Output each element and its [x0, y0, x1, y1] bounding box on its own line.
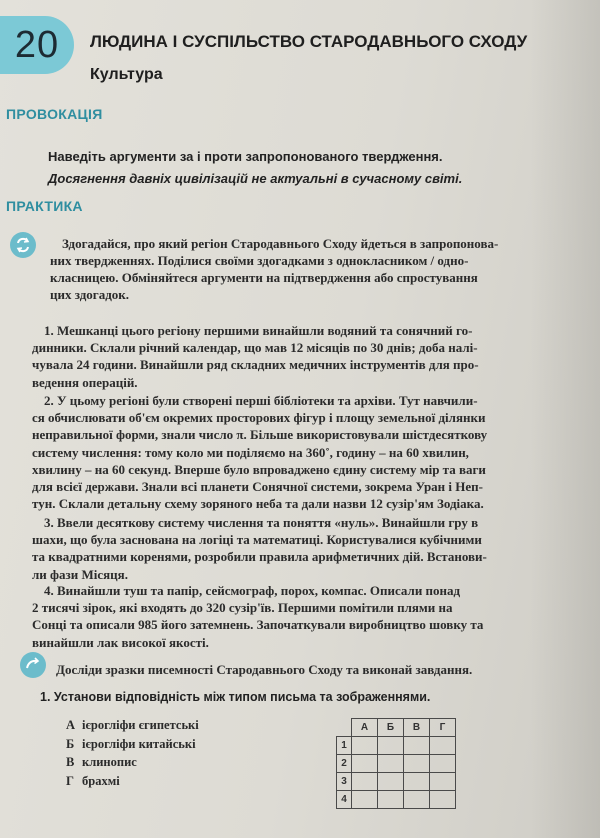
grid-row-header: 3 — [337, 773, 352, 791]
option-letter: Б — [66, 736, 75, 751]
statement-line: хвилину – на 60 секунд. Вперше було впроваджено єдину систему мір та ваги — [32, 461, 486, 477]
statement-2 — [32, 392, 588, 512]
answer-grid-header — [337, 719, 456, 737]
statement-line: шахи, що була заснована на логіці та математиці. Користувалися кубічними — [32, 532, 482, 548]
provocation-line-2: Досягнення давніх цивілізацій не актуальні в сучасному світі. — [48, 171, 463, 186]
statement-line: 2 тисячі зірок, які входять до 320 сузір'їв. Першими помітили плями на — [32, 600, 453, 616]
answer-cell[interactable] — [430, 737, 456, 755]
statement-line: чувала 24 години. Винайшли ряд складних медичних інструментів для про- — [32, 357, 479, 373]
provocation-heading: ПРОВОКАЦІЯ — [6, 106, 103, 122]
statement-line: ведення операцій. — [32, 374, 138, 390]
statement-3 — [32, 514, 588, 583]
task2-intro: Досліди зразки писемності Стародавнього Сходу та виконай завдання. — [56, 662, 473, 677]
provocation-text — [48, 146, 568, 190]
lesson-subtitle: Культура — [90, 66, 163, 83]
grid-col-header: Г — [430, 719, 456, 737]
statement-4 — [32, 582, 588, 651]
option-text: ієрогліфи єгипетські — [82, 718, 199, 732]
answer-cell[interactable] — [378, 791, 404, 809]
statement-line: неправильної форми, знали число π. Більше використовували шістдесяткову — [32, 427, 488, 443]
answer-cell[interactable] — [378, 773, 404, 791]
option-letter: А — [66, 718, 76, 732]
option-letter: Г — [66, 773, 74, 788]
option-text: клинопис — [82, 755, 137, 769]
answer-cell[interactable] — [404, 755, 430, 773]
statement-line: ли фази Місяця. — [32, 566, 128, 582]
grid-col-header: В — [404, 719, 430, 737]
statement-line: для всієї держави. Знали всі планети Сонячної системи, зокрема Уран і Неп- — [32, 479, 483, 495]
discuss-icon — [10, 232, 36, 258]
statement-line: 1. Мешканці цього регіону першими винайшли водяний та сонячний го- — [44, 323, 473, 338]
statement-line: динники. Склали річний календар, що мав 12 місяців по 30 днів; доба налі- — [32, 340, 478, 356]
task1-intro-line: класницею. Обміняйтеся аргументи на підтвердження або спростування — [50, 270, 478, 285]
statement-1 — [32, 322, 588, 391]
statement-line: ся обчислювати об'єм окремих просторових фігур і площу земельної ділянки — [32, 410, 486, 426]
answer-cell[interactable] — [404, 773, 430, 791]
answer-cell[interactable] — [352, 737, 378, 755]
task2-question: 1. Установи відповідність між типом письма та зображеннями. — [40, 690, 431, 704]
lesson-title: ЛЮДИНА І СУСПІЛЬСТВО СТАРОДАВНЬОГО СХОДУ — [90, 32, 528, 51]
option-text: ієрогліфи китайські — [82, 736, 196, 751]
option-letter: В — [66, 755, 75, 769]
option-item — [66, 753, 199, 772]
answer-cell[interactable] — [430, 773, 456, 791]
task1-intro — [50, 235, 590, 303]
statement-line: 4. Винайшли туш та папір, сейсмограф, порох, компас. Описали понад — [44, 583, 461, 598]
grid-corner — [337, 719, 352, 737]
answer-cell[interactable] — [352, 791, 378, 809]
option-item — [66, 716, 199, 735]
lesson-number-badge — [0, 16, 74, 74]
research-icon — [20, 652, 46, 678]
task1-intro-line: цих здогадок. — [50, 287, 130, 302]
option-item — [66, 735, 199, 754]
script-types-list — [66, 716, 199, 790]
statement-line: тун. Склали детальну схему зоряного неба та дали назви 12 сузір'ям Зодіака. — [32, 496, 484, 512]
answer-cell[interactable] — [430, 755, 456, 773]
answer-cell[interactable] — [404, 737, 430, 755]
statement-line: Сонці та описали 985 його затемнень. Започаткували виробництво шовку та — [32, 617, 484, 633]
answer-grid-row — [337, 737, 456, 755]
answer-cell[interactable] — [378, 737, 404, 755]
answer-grid — [336, 718, 456, 809]
task1-intro-line: Здогадайся, про який регіон Стародавнього Сходу йдеться в запропонова- — [62, 236, 499, 251]
grid-col-header: А — [352, 719, 378, 737]
statement-line: систему числення: тому коло ми поділяємо на 360˚, годину – на 60 хвилин, — [32, 444, 469, 460]
provocation-line-1: Наведіть аргументи за і проти запропонованого твердження. — [48, 149, 443, 164]
statement-line: 2. У цьому регіоні були створені перші бібліотеки та архіви. Тут навчили- — [44, 393, 478, 408]
grid-col-header: Б — [378, 719, 404, 737]
statement-line: та квадратними коренями, розробили правила арифметичних дій. Встанови- — [32, 549, 487, 565]
answer-cell[interactable] — [404, 791, 430, 809]
statement-line: винайшли лак високої якості. — [32, 634, 209, 650]
grid-row-header: 1 — [337, 737, 352, 755]
lesson-number: 20 — [14, 23, 60, 66]
option-text: брахмі — [82, 773, 120, 788]
practice-heading: ПРАКТИКА — [6, 198, 83, 214]
task1-intro-line: них твердженнях. Поділися своїми здогадками з однокласником / одно- — [50, 253, 469, 268]
answer-grid-row — [337, 755, 456, 773]
answer-grid-row — [337, 791, 456, 809]
answer-cell[interactable] — [378, 755, 404, 773]
statement-line: 3. Ввели десяткову систему числення та поняття «нуль». Винайшли гру в — [44, 515, 479, 530]
answer-cell[interactable] — [430, 791, 456, 809]
option-item — [66, 772, 199, 791]
answer-grid-row — [337, 773, 456, 791]
answer-cell[interactable] — [352, 773, 378, 791]
grid-row-header: 2 — [337, 755, 352, 773]
answer-cell[interactable] — [352, 755, 378, 773]
grid-row-header: 4 — [337, 791, 352, 809]
